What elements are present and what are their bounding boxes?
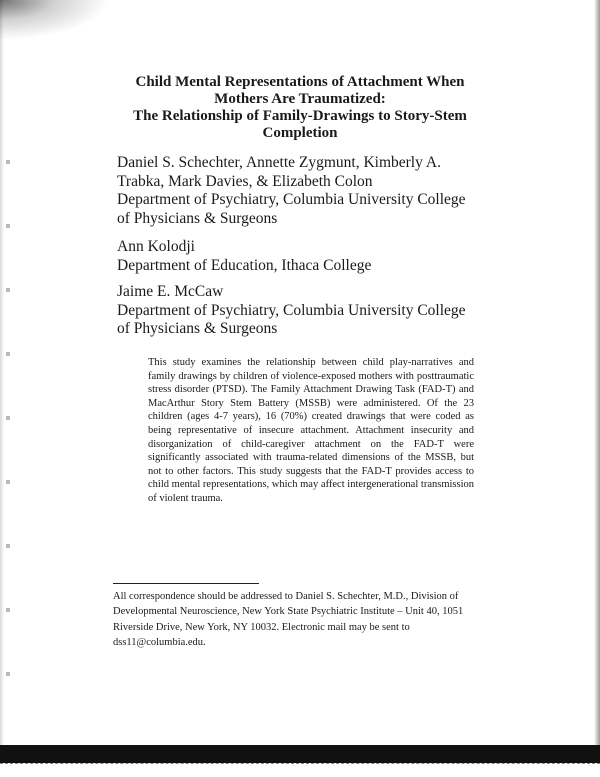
affiliation: Department of Psychiatry, Columbia University College — [117, 191, 466, 208]
title-line: Child Mental Representations of Attachment When — [135, 74, 465, 90]
scan-margin-marks — [6, 100, 10, 720]
correspondence-footnote: All correspondence should be addressed to Daniel S. Schechter, M.D., Division of Developmental Neuroscience, New York State Psychiatric Institute – Unit 40, 1051 Riverside Drive, New York, NY 10032. Electronic mail may be sent to dss11@columbia.edu. — [113, 591, 464, 648]
author-names: Trabka, Mark Davies, & Elizabeth Colon — [117, 172, 373, 190]
author-group-1 — [117, 154, 517, 228]
author-group-3 — [117, 283, 517, 339]
scan-bottom-edge — [0, 763, 600, 777]
author-names: Daniel S. Schechter, Annette Zygmunt, Kimberly A. — [117, 154, 441, 171]
footnote-divider — [113, 583, 259, 584]
affiliation: of Physicians & Surgeons — [117, 209, 278, 227]
page-right-edge — [594, 0, 600, 776]
title-line: Completion — [262, 125, 338, 141]
author-names: Jaime E. McCaw — [117, 283, 224, 300]
scan-bottom-shadow — [0, 745, 600, 763]
page-left-edge — [0, 0, 4, 776]
title-line: Mothers Are Traumatized: — [214, 91, 386, 107]
paper-title — [100, 74, 500, 142]
affiliation: Department of Education, Ithaca College — [117, 256, 372, 274]
author-group-2 — [117, 238, 517, 275]
affiliation: of Physicians & Surgeons — [117, 320, 278, 337]
title-line: The Relationship of Family-Drawings to Story-Stem — [133, 108, 467, 124]
affiliation: Department of Psychiatry, Columbia University College — [117, 301, 466, 319]
abstract: This study examines the relationship between child play-narratives and family drawings by children of violence-exposed mothers with posttraumatic stress disorder (PTSD). The Family Attachment Drawing Task (FAD-T) and MacArthur Story Stem Battery (MSSB) were administered. Of the 23 children (ages 4-7 years), 16 (70%) created drawings that were coded as being representative of insecure attachment. Attachment insecurity and disorganization of child-caregiver attachment on the FAD-T were significantly associated with trauma-related dimensions of the MSSB, but not to other factors. This study suggests that the FAD-T provides access to child mental representations, which may affect intergenerational transmission of violent trauma. — [148, 357, 474, 504]
author-names: Ann Kolodji — [117, 238, 195, 255]
scan-corner-shadow — [0, 0, 110, 40]
